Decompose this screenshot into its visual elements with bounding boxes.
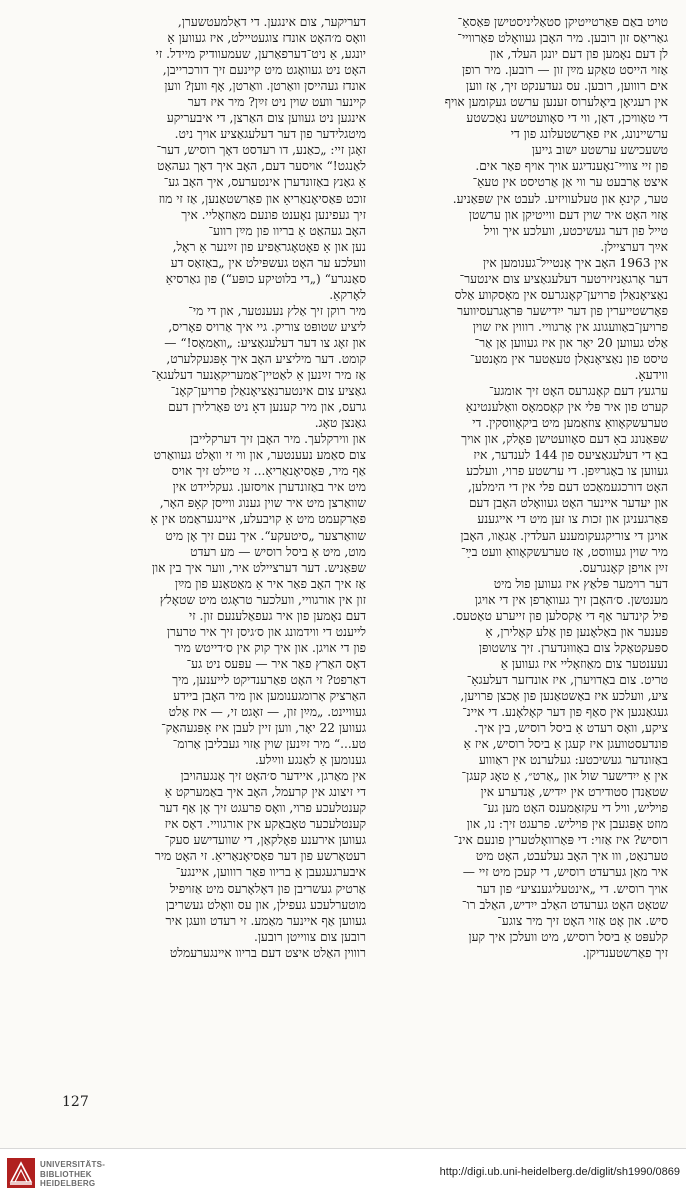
text-line: אַרטיק געשריבן פון דאָלאָרעס מיט אַזויפיל bbox=[169, 881, 366, 896]
text-line: מוטערלעכע געפילן, און עס וואָלט געשריבן bbox=[165, 897, 366, 912]
source-url-link[interactable]: http://digi.ub.uni-heidelberg.de/diglit/sh1990/0869 bbox=[439, 1166, 680, 1178]
text-line: אַ גאַנץ באַזונדערן אינטערעס, איך האָב גע־ bbox=[163, 175, 366, 190]
text-line: דעם נאָמען פון איר געפאַלענעם זון. זי bbox=[189, 608, 366, 623]
text-line: שפּאַניש. דער דערציילט איר, ווער איך בין און bbox=[151, 560, 366, 575]
text-line: טריט. צום באַדויערן, איז אונדזער דעלעגאַ־ bbox=[466, 672, 668, 687]
text-line: נעענטער צום מאַוזאָליי איז געווען אַ bbox=[500, 656, 668, 671]
text-line: נען און אַ פאָטאָגראַפיע פון זײַנער אַ ראָל, bbox=[172, 239, 366, 254]
text-line: האַרציק אַרומגענומען און מיר האָבן ביידע bbox=[173, 688, 366, 703]
text-line: גאַריאַס זון רובען. מיר האָבן געוואָלט פאַרוויי־ bbox=[457, 31, 668, 46]
text-line: ווידעאָ. bbox=[634, 368, 668, 383]
text-line: אַז מיר זײַנען אַ לאַטיין־אַמעריקאַנער דעלעגאַ־ bbox=[151, 368, 366, 383]
text-line: טייל פון דער געשיכטע, וועלכע איך וויל bbox=[483, 223, 668, 238]
text-line: פאַרקעמט מיט אַ קויבעלע, איינגעראַמט אין אַ bbox=[150, 512, 366, 527]
text-line: גאַציע צום אינטערנאַציאָנאַלן פרויען־קאָנ־ bbox=[170, 384, 366, 399]
text-line: צום סאַמע נעענטער, און ווי זי וואָלט געוואַרט bbox=[153, 448, 366, 463]
text-line: דאַרפט? זי האָט פאַרענדיקט לייענען, מיך bbox=[172, 672, 366, 687]
text-line: אים רוווען, רובען. עס געדענקט זיך, אַז ווען bbox=[465, 79, 668, 94]
text-line: אַזוי האָט איר שוין דעם ווייטיקן און ערשטן bbox=[468, 207, 668, 222]
text-line: געווען אירענע פאָלקאַן, די שוועדישע סעק־ bbox=[164, 833, 366, 848]
text-line: באַזונדער געשיכטע: געלערנט אין ראַוווע bbox=[479, 753, 668, 768]
text-line: איצט אַרבעט ער ווי אַן אַרטיסט אין טעאַ־ bbox=[472, 175, 668, 190]
text-line: אונדז געהייסן וואַרטן. וואַרטן, אָף ווען? ווען bbox=[164, 79, 366, 94]
text-line: טויט באַם פּאַרטייטיקן סטאַליניסטישן פּאַסאַ־ bbox=[457, 15, 668, 29]
library-name bbox=[40, 1160, 105, 1189]
text-line: פרויען־באַוועגונג אין אָרגוויי. רוווין איז שוין bbox=[472, 319, 668, 334]
text-line: לייענט די ווידמונג און ס׳גיסן זיך איר טרערן bbox=[166, 624, 366, 639]
text-line: פון די אויגן. און איך קוק אין ס׳דייטש מיר bbox=[174, 640, 366, 655]
text-line: מענטשן. ס׳האָבן זיך געוואָרפן אין די אויגן bbox=[474, 592, 668, 607]
text-line: סאַנגרע“ („די בלוטיקע כופּע“) פון גאַרסיאַ bbox=[165, 271, 366, 286]
text-line: זײַן אויפן קאָנגרעס. bbox=[578, 560, 668, 575]
text-line: גענומען אַ לאַנגע ווײַלע. bbox=[254, 753, 366, 768]
text-line: מיר שוין געוווסט, אַז טערעשקאָוואַ וועט בײַ־ bbox=[460, 544, 668, 559]
text-line: ערשיינונג, איז פאָרשטעלונג פון די bbox=[510, 127, 668, 142]
text-line: טיסט פון נאַציאָנאַלן טעאַטער אין מאָנטע־ bbox=[470, 351, 668, 366]
text-line: געוויינט. „מײַן זון, — זאָגט זי, — איז אַלט bbox=[168, 705, 366, 720]
text-line: פויליש, וויל די עקזאַמענס האָט מען גע־ bbox=[482, 801, 668, 816]
library-name-line: HEIDELBERG bbox=[40, 1179, 96, 1188]
text-line: קענטלעכער טאָבאַקע אין אורגוויי. דאָס איז bbox=[164, 817, 366, 832]
text-line: רעטאַרשע פון דער פאַסיאָנאַריאַ. זי האָט מיר bbox=[154, 849, 366, 864]
text-line: שפּאַנונג באַ דעם סאָוועטישן פאָלק, און אויך bbox=[461, 432, 668, 447]
text-line: דעריקער, צום אינגען. די דאַלמעטשערן, bbox=[177, 15, 366, 29]
text-line: פונדעסטוועגן איז קעגן אַ ביסל רוסיש, איז אַ bbox=[463, 737, 668, 752]
text-line: אַז איך האָב פאַר איר אַ מאַטאַנע פון מײַן bbox=[174, 576, 366, 591]
text-line: קערט פון איר פּלי אין קאָסמאָס וואַלענטינאַ bbox=[465, 400, 668, 415]
text-line: באַ די דעלעגאַציעס פון 144 לענדער, איז bbox=[473, 448, 668, 463]
text-line: שטאָט האָט גערעדט האַלב ייִדיש, האַלב רו־ bbox=[461, 897, 668, 912]
text-line: רובען צום צווייטן רובען. bbox=[253, 929, 366, 944]
text-line: שוואַרצער „סיטעקע“. איך נעם זיך אָן מיט bbox=[165, 528, 366, 543]
text-line: טערנאַט, ווו איך האָב געלעבט, האָט מיט bbox=[475, 849, 668, 864]
text-line: שוואַרצן מיט איר שוין גענוג ווייסן קאָפּ האָר, bbox=[159, 496, 366, 511]
text-line: סיש. און אָט אַזוי האָט זיך מיר צוגע־ bbox=[497, 913, 668, 928]
text-line: מיט איר באַזונדערן אויסזען. געקליידט אין bbox=[172, 480, 366, 495]
text-line: אַף מיר, פּאַסיאָנאַריאַ... זי טיילט זיך אויס bbox=[171, 464, 366, 479]
text-column-right bbox=[370, 14, 668, 1086]
text-line: אינגען ניט געווען צום האַרצן, די איבעריקע bbox=[166, 111, 366, 126]
text-line: קענטלעכע פרוי, וואָס פרעגט זיך אָן אַף דער bbox=[159, 801, 366, 816]
library-name-line: UNIVERSITÄTS- bbox=[40, 1160, 106, 1169]
text-line: ציע, וועלכע איז באַשטאַנען פון אַכצן פרויען, bbox=[460, 688, 668, 703]
text-line: האָב געהאַט אַ בריוו פון מײַן רווע־ bbox=[208, 223, 366, 238]
text-line: געגאַנגען אין סאַף פון דער קאָלאָנע. די איינ־ bbox=[462, 705, 668, 720]
text-line: געווען 22 יאָר, ווען זיין לעבן איז אָפּגעהאַק־ bbox=[161, 721, 366, 736]
text-line: זיך פאַרשטענדיקן. bbox=[582, 945, 668, 960]
text-line: דאָס האַרץ פאַר איר — עפּעס ניט גע־ bbox=[186, 656, 366, 671]
text-line: טערעשקאָוואַ צוזאַמען מיט ביקאָווסקין. די bbox=[472, 416, 668, 431]
library-seal-icon bbox=[6, 1157, 36, 1189]
text-line: די זיצונג אין קרעמל, האָב איך באַמערקט אַ bbox=[164, 785, 366, 800]
text-line: פון זיי צוויי־נאָענדיגע אויך אויף פאַר אים. bbox=[475, 159, 668, 174]
text-line: דער אָרגאַניזירטער דעלעגאַציע צום אינטער־ bbox=[459, 271, 668, 286]
text-line: לאָרקאַ. bbox=[329, 287, 366, 302]
text-line: ערגעץ דעם קאָנגרעס האָט זיך אומגע־ bbox=[488, 384, 668, 399]
text-line: זון אין אורגוויי, וועלכער טראָגט מיט שטאָלץ bbox=[159, 592, 366, 607]
text-line: האָט דורכגעמאַכט דעם פלי אין די הימלען, bbox=[468, 480, 668, 495]
text-line: אין רעגיאָן ביאָלערוס זענען ערשט געקומען אויף bbox=[444, 95, 668, 110]
library-name-line: BIBLIOTHEK bbox=[40, 1169, 92, 1179]
text-line: זאָגן זיי: „כאַנע, דו רעדסט דאָך רוסיש, דער־ bbox=[156, 143, 366, 158]
text-line: אַלט געווען 20 יאָר און איז געווען אַן אַר־ bbox=[474, 335, 668, 350]
text-line: קיינער וועט שוין ניט זײַן? מיר איז דער bbox=[187, 95, 366, 110]
text-line: איר מאַן גערעדט רוסיש, די קעכן מיט זיי — bbox=[462, 865, 668, 880]
text-line: אין מאַרגן, איידער ס׳האָט זיך אָנגעהויבן bbox=[180, 769, 366, 784]
text-line: ציקע, וואָס רעדט אַ ביסל רוסיש, בין איך. bbox=[474, 721, 668, 736]
text-line: אין אַ ייִדישער שול און „אַרט״, אַ טאָג קעגן־ bbox=[461, 769, 668, 784]
text-line: מיר רוקן זיך אַלץ נעענטער, און די מי־ bbox=[188, 303, 366, 318]
text-line: טשעכישע ערשטע ישוב גייען bbox=[531, 143, 668, 158]
text-line: ספּעקטאַקל צום באַוווּנדערן. זיך צושטופּן bbox=[478, 640, 668, 655]
text-line: פענער און באַלאָנען פון אַלע קאָלירן, אַ bbox=[485, 624, 668, 639]
text-line: אײַך דערציילן. bbox=[600, 239, 668, 254]
text-line: קומט. דער מיליציע האָב איך אָפּגעקלערט, bbox=[166, 351, 366, 366]
text-column-left bbox=[64, 14, 366, 1086]
text-line: מוט, מיט אַ ביסל רוסיש — מע רעדט bbox=[190, 544, 366, 559]
text-line: מוזט אָפּגעבן אין פויליש. פרעגט זיך: נו, און bbox=[466, 817, 668, 832]
text-line: פיל קינדער אַף די אַקסלען פון זייערע טאַטעס. bbox=[452, 608, 668, 623]
text-line: אַזוי הייסט טאַקע מײַן זון — רובען. מיר רופן bbox=[461, 63, 668, 78]
text-line: יונגע, אַ ניט־דערפאַרען, שעמעוודיק מיידל. זי bbox=[155, 47, 366, 62]
text-line: גרעס, און מיר קענען דאָ ניט פאַרלירן דעם bbox=[168, 400, 366, 415]
text-line: ליציע שטופּט צוריק. גיי איך אַרויס פאָריס, bbox=[168, 319, 366, 334]
text-line: גאַנצן טאָג. bbox=[314, 416, 366, 431]
text-line: נאַציאָנאַלן פרויען־קאָנגרעס אין מאָסקווע אַלס bbox=[454, 287, 668, 302]
text-line: טע...“ מיר זײַנען שוין אַזוי געבליבן אַרומ־ bbox=[172, 737, 366, 752]
text-line: און ווירקלעך. מיר האָבן זיך דערקלייבן bbox=[190, 432, 366, 447]
text-line: און זאָג צו דער דעלעגאַציע: „וואַמאָס!“ — bbox=[164, 335, 366, 350]
text-line: קלעפּט אַ ביסל רוסיש, מיט וועלכן איך קען bbox=[468, 929, 668, 944]
text-line: דער רוימער פּלאַץ איז געווען פול מיט bbox=[493, 576, 668, 591]
text-line: און יעדער איינער האָט געוואָלט האָבן דעם bbox=[468, 496, 668, 511]
text-line: לן דעם נאָמען פון דעם יונגן העלד, און bbox=[489, 47, 668, 62]
text-line: וואָס מ׳האָט אונדז צוגעטיילט, איז געווען אַ bbox=[167, 31, 366, 46]
text-line: זוכט פּאַסיאָנאַריאַ און פאַרשטאַנען, אַז זי מוז bbox=[158, 191, 366, 206]
text-line: מיטגלידער פון דער דעלעגאַציע אויך ניט. bbox=[174, 127, 366, 142]
text-line: אויגן די צוריקגעקומענע העלדין. אַגאַוו, האָבן bbox=[460, 528, 668, 543]
text-line: לאַנגט!“ אויסער דעם, האָב איך דאָך געהאַט bbox=[157, 159, 366, 174]
text-line: וועלכע ער האָט געשפּילט אין „באַזאַס דע bbox=[170, 255, 366, 270]
text-line: רוסיש? איז אַזוי: די פּאַרוואָלטערין פונעם אינ־ bbox=[453, 833, 668, 848]
text-line: טער, קינאָ און טעלעוויזיע. לעבט אין שפּאַניע. bbox=[452, 191, 668, 206]
text-line: געווען צו באַגרײַפן. די ערשטע פרוי, וועלכע bbox=[466, 464, 668, 479]
text-line: געווען אַף איינער מאַמע. זי רעדט וועגן איר bbox=[165, 913, 366, 928]
text-line: אין 1963 האָב איך אָנטייל־גענומען אין bbox=[483, 255, 668, 270]
text-line: די טאָוויכן, דאַן, ווי די סאָוועטישע נאַכשטע bbox=[466, 111, 668, 126]
text-line: שטאַנדן סטודירט אין ייִדיש, אַנדערע אין bbox=[480, 785, 668, 800]
text-line: פאָרשטייערין פון דער ייִדישער פּראָגרעסיווער bbox=[457, 303, 668, 318]
text-line: איבערגעגעבן אַ בריוו פאַר רוווען, איינגע־ bbox=[175, 865, 366, 880]
text-line: אויך רוסיש. די „אינטעליגענציע״ פון דער bbox=[476, 881, 668, 896]
text-line: זיך געפינען נאָענט פונעם מאַוזאָליי. איך bbox=[181, 207, 366, 222]
text-line: פאַרגעניגן און זכות צו זען מיט די אייגענע bbox=[477, 512, 668, 527]
page-number: 127 bbox=[62, 1094, 89, 1110]
viewer-footer bbox=[0, 1149, 686, 1197]
text-line: האָט ניט געוואָגט מיט קיינעם זיך דורכרייבן, bbox=[162, 63, 366, 78]
text-line: רוווין האַלט איצט דעם בריוו איינגערעמלט bbox=[169, 945, 366, 960]
